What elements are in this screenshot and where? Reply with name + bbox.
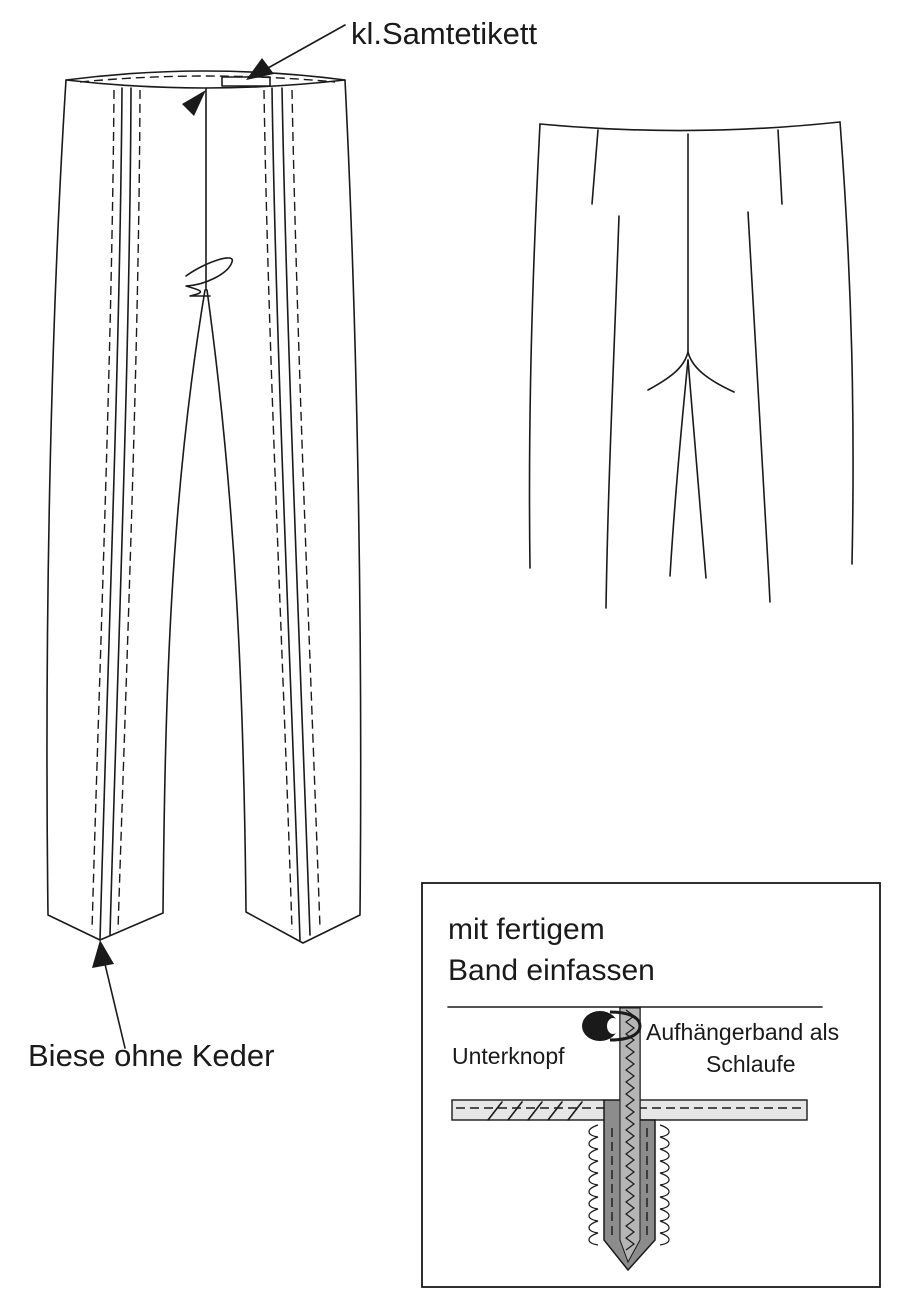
notch-triangle bbox=[182, 90, 206, 116]
piping-note-text: Biese ohne Keder bbox=[28, 1038, 275, 1073]
detail-title-line2: Band einfassen bbox=[448, 954, 655, 987]
hanger-label-line2: Schlaufe bbox=[706, 1051, 796, 1077]
back-waist-line bbox=[540, 122, 840, 131]
back-right-outline bbox=[840, 122, 853, 564]
velvet-label-mark bbox=[222, 77, 270, 86]
back-view bbox=[529, 122, 853, 608]
hanger-label-line1: Aufhängerband als bbox=[646, 1019, 840, 1045]
front-view bbox=[47, 25, 361, 1048]
piping-arrow bbox=[92, 940, 114, 968]
seat-curve bbox=[648, 352, 734, 392]
detail-title-line1: mit fertigem bbox=[448, 913, 605, 946]
under-button-label: Unterknopf bbox=[452, 1043, 565, 1069]
fly-hook bbox=[186, 258, 232, 296]
velvet-label-text: kl.Samtetikett bbox=[351, 16, 538, 51]
front-left-leg-outline bbox=[47, 80, 205, 940]
back-left-outline bbox=[529, 124, 540, 568]
